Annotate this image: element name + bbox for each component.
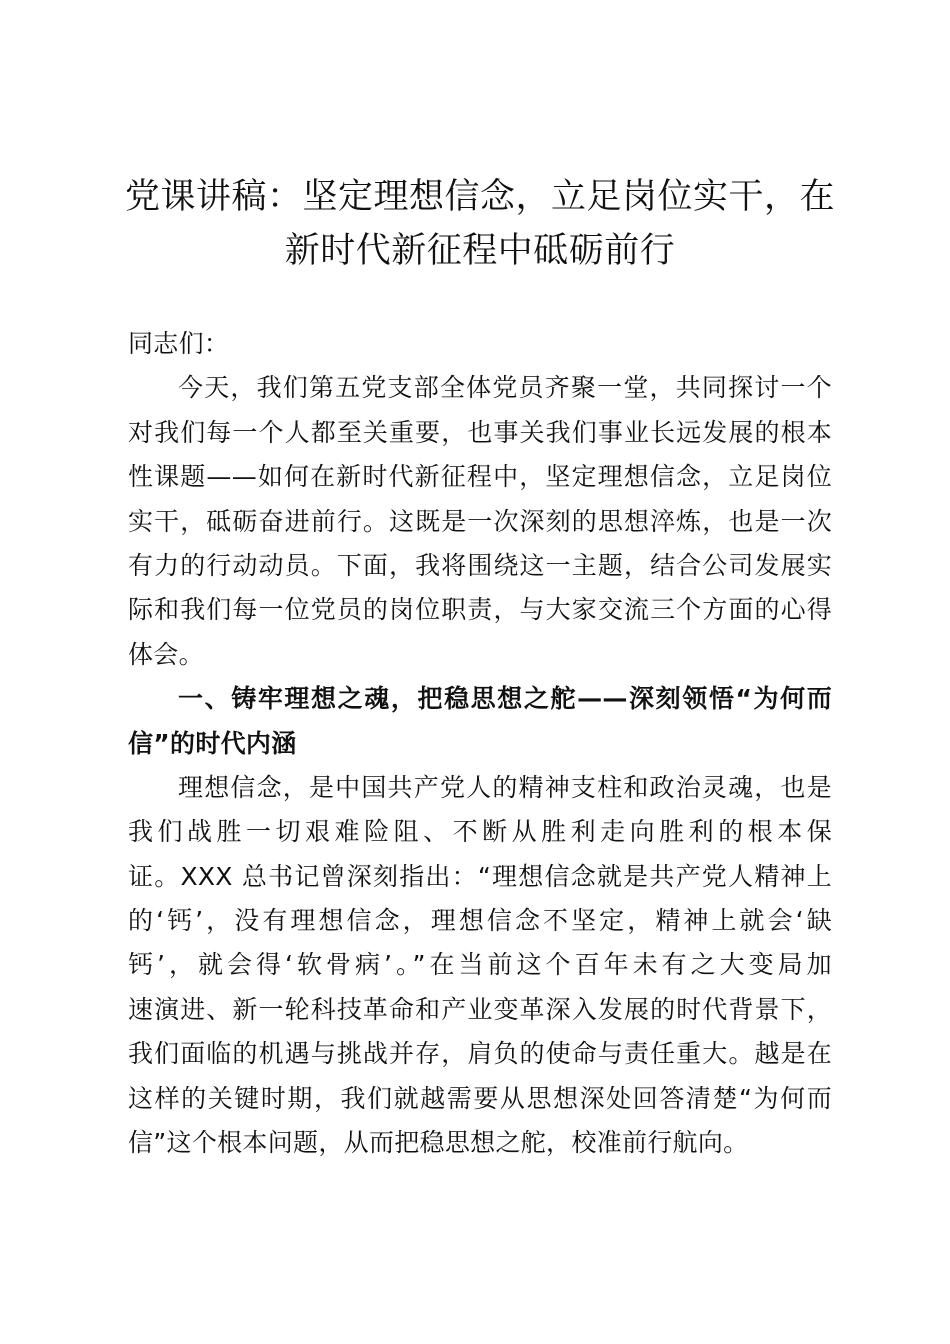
paragraph-line: 我们战胜一切艰难险阻、不断从胜利走向胜利的根本保	[128, 817, 832, 847]
section-heading-1	[128, 677, 832, 766]
paragraph-section-1	[128, 766, 832, 1166]
paragraph-line: 对我们每一个人都至关重要，也事关我们事业长远发展的根本	[128, 417, 832, 447]
salutation: 同志们：	[128, 329, 230, 358]
paragraph-line: 今天，我们第五党支部全体党员齐聚一堂，共同探讨一个	[178, 373, 832, 403]
document-body	[128, 322, 832, 1165]
paragraph-line: 速演进、新一轮科技革命和产业变革深入发展的时代背景下，	[128, 994, 832, 1024]
title-line-2: 新时代新征程中砥砺前行	[284, 231, 676, 271]
heading-line: 信”的时代内涵	[128, 728, 297, 758]
paragraph-line: 性课题——如何在新时代新征程中，坚定理想信念，立足岗位	[128, 462, 832, 492]
paragraph-line: 证。XXX 总书记曾深刻指出：“理想信念就是共产党人精神上	[128, 861, 832, 891]
paragraph-line: 我们面临的机遇与挑战并存，肩负的使命与责任重大。越是在	[128, 1039, 832, 1069]
paragraph-line: 信”这个根本问题，从而把稳思想之舵，校准前行航向。	[128, 1128, 749, 1158]
paragraph-line: 钙’，就会得‘软骨病’。”在当前这个百年未有之大变局加	[128, 950, 832, 980]
paragraph-line: 际和我们每一位党员的岗位职责，与大家交流三个方面的心得	[128, 595, 832, 625]
paragraph-line: 体会。	[128, 639, 204, 669]
paragraph-line: 的‘钙’，没有理想信念，理想信念不坚定，精神上就会‘缺	[128, 906, 832, 936]
paragraph-line: 有力的行动动员。下面，我将围绕这一主题，结合公司发展实	[128, 550, 832, 580]
title-line-1: 党课讲稿：坚定理想信念，立足岗位实干，在	[124, 177, 835, 217]
document-title	[120, 170, 840, 278]
heading-line: 一、铸牢理想之魂，把稳思想之舵——深刻领悟“为何而	[178, 684, 832, 714]
paragraph-line: 这样的关键时期，我们就越需要从思想深处回答清楚“为何而	[128, 1083, 832, 1113]
paragraph-line: 理想信念，是中国共产党人的精神支柱和政治灵魂，也是	[178, 772, 832, 802]
paragraph-intro	[128, 366, 832, 677]
paragraph-line: 实干，砥砺奋进前行。这既是一次深刻的思想淬炼，也是一次	[128, 506, 832, 536]
